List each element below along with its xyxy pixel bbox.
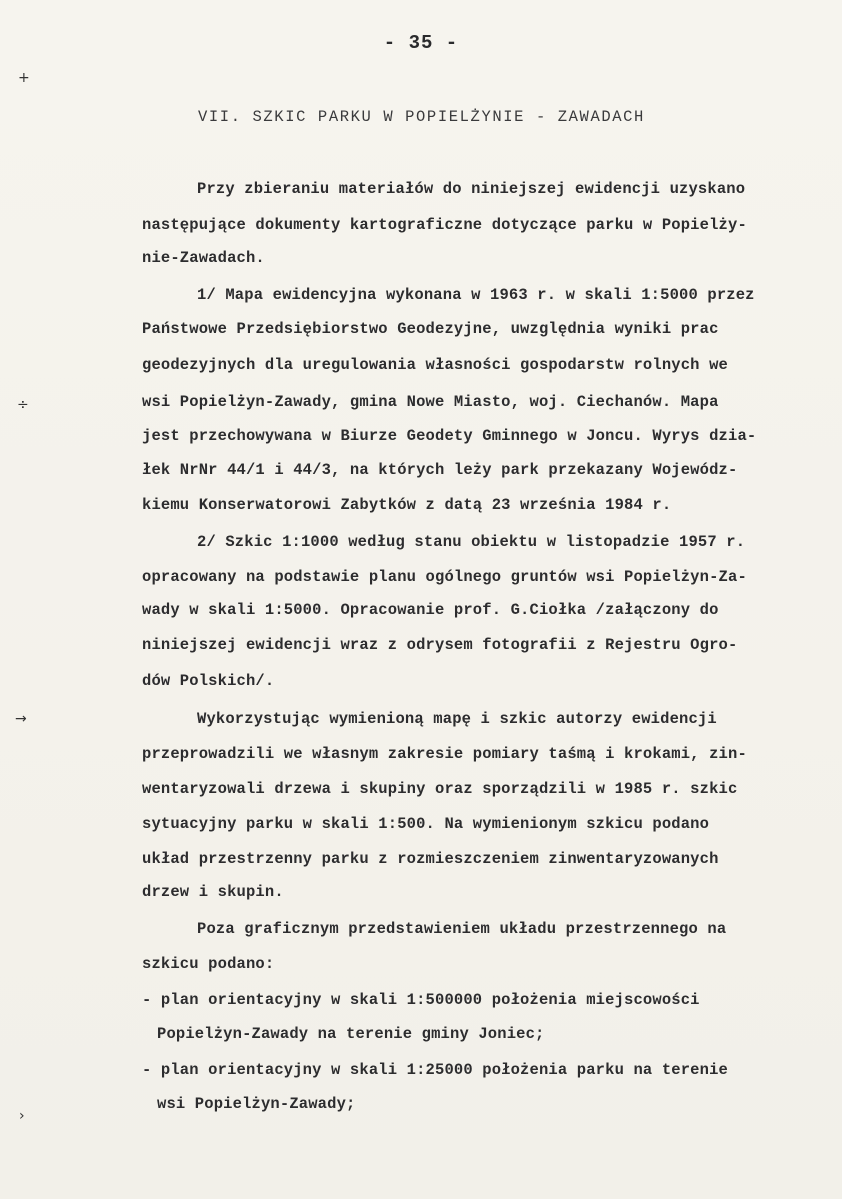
bullet-line: - plan orientacyjny w skali 1:25000 położenia parku na terenie: [142, 1061, 728, 1079]
text-line: wentaryzowali drzewa i skupiny oraz sporządzili w 1985 r. szkic: [142, 780, 738, 798]
margin-mark: ÷: [17, 397, 29, 413]
text-line: wady w skali 1:5000. Opracowanie prof. G.Ciołka /załączony do: [142, 601, 719, 619]
text-line: sytuacyjny parku w skali 1:500. Na wymienionym szkicu podano: [142, 815, 710, 833]
text-line: Poza graficznym przedstawieniem układu przestrzennego na: [197, 920, 727, 938]
text-line: Wykorzystując wymienioną mapę i szkic autorzy ewidencji: [197, 710, 717, 728]
text-line: opracowany na podstawie planu ogólnego gruntów wsi Popielżyn-Za-: [142, 568, 747, 586]
bullet-line: - plan orientacyjny w skali 1:500000 położenia miejscowości: [142, 991, 700, 1009]
section-heading: VII. SZKIC PARKU W POPIELŻYNIE - ZAWADACH: [198, 108, 645, 126]
text-line: 1/ Mapa ewidencyjna wykonana w 1963 r. w skali 1:5000 przez: [197, 286, 755, 304]
text-line: wsi Popielżyn-Zawady;: [157, 1095, 356, 1113]
text-line: układ przestrzenny parku z rozmieszczeniem zinwentaryzowanych: [142, 850, 719, 868]
text-line: Popielżyn-Zawady na terenie gminy Joniec;: [157, 1025, 545, 1043]
text-line: Państwowe Przedsiębiorstwo Geodezyjne, uwzględnia wyniki prac: [142, 320, 719, 338]
margin-mark: ›: [19, 1108, 25, 1124]
text-line: szkicu podano:: [142, 955, 275, 973]
text-line: przeprowadzili we własnym zakresie pomiary taśmą i krokami, zin-: [142, 745, 747, 763]
text-line: łek NrNr 44/1 i 44/3, na których leży park przekazany Wojewódz-: [142, 461, 738, 479]
text-line: 2/ Szkic 1:1000 według stanu obiektu w listopadzie 1957 r.: [197, 533, 746, 551]
text-line: następujące dokumenty kartograficzne dotyczące parku w Popielży-: [142, 216, 747, 234]
page-number: - 35 -: [383, 32, 459, 54]
text-line: dów Polskich/.: [142, 672, 275, 690]
text-line: drzew i skupin.: [142, 883, 284, 901]
text-line: nie-Zawadach.: [142, 249, 265, 267]
text-line: wsi Popielżyn-Zawady, gmina Nowe Miasto, woj. Ciechanów. Mapa: [142, 393, 719, 411]
text-line: kiemu Konserwatorowi Zabytków z datą 23 września 1984 r.: [142, 496, 672, 514]
text-line: jest przechowywana w Biurze Geodety Gminnego w Joncu. Wyrys dzia-: [142, 427, 757, 445]
margin-mark: +: [18, 70, 30, 86]
text-line: Przy zbieraniu materiałów do niniejszej ewidencji uzyskano: [197, 180, 746, 198]
margin-mark: →: [15, 711, 27, 727]
text-line: geodezyjnych dla uregulowania własności gospodarstw rolnych we: [142, 356, 728, 374]
text-line: niniejszej ewidencji wraz z odrysem fotografii z Rejestru Ogro-: [142, 636, 738, 654]
